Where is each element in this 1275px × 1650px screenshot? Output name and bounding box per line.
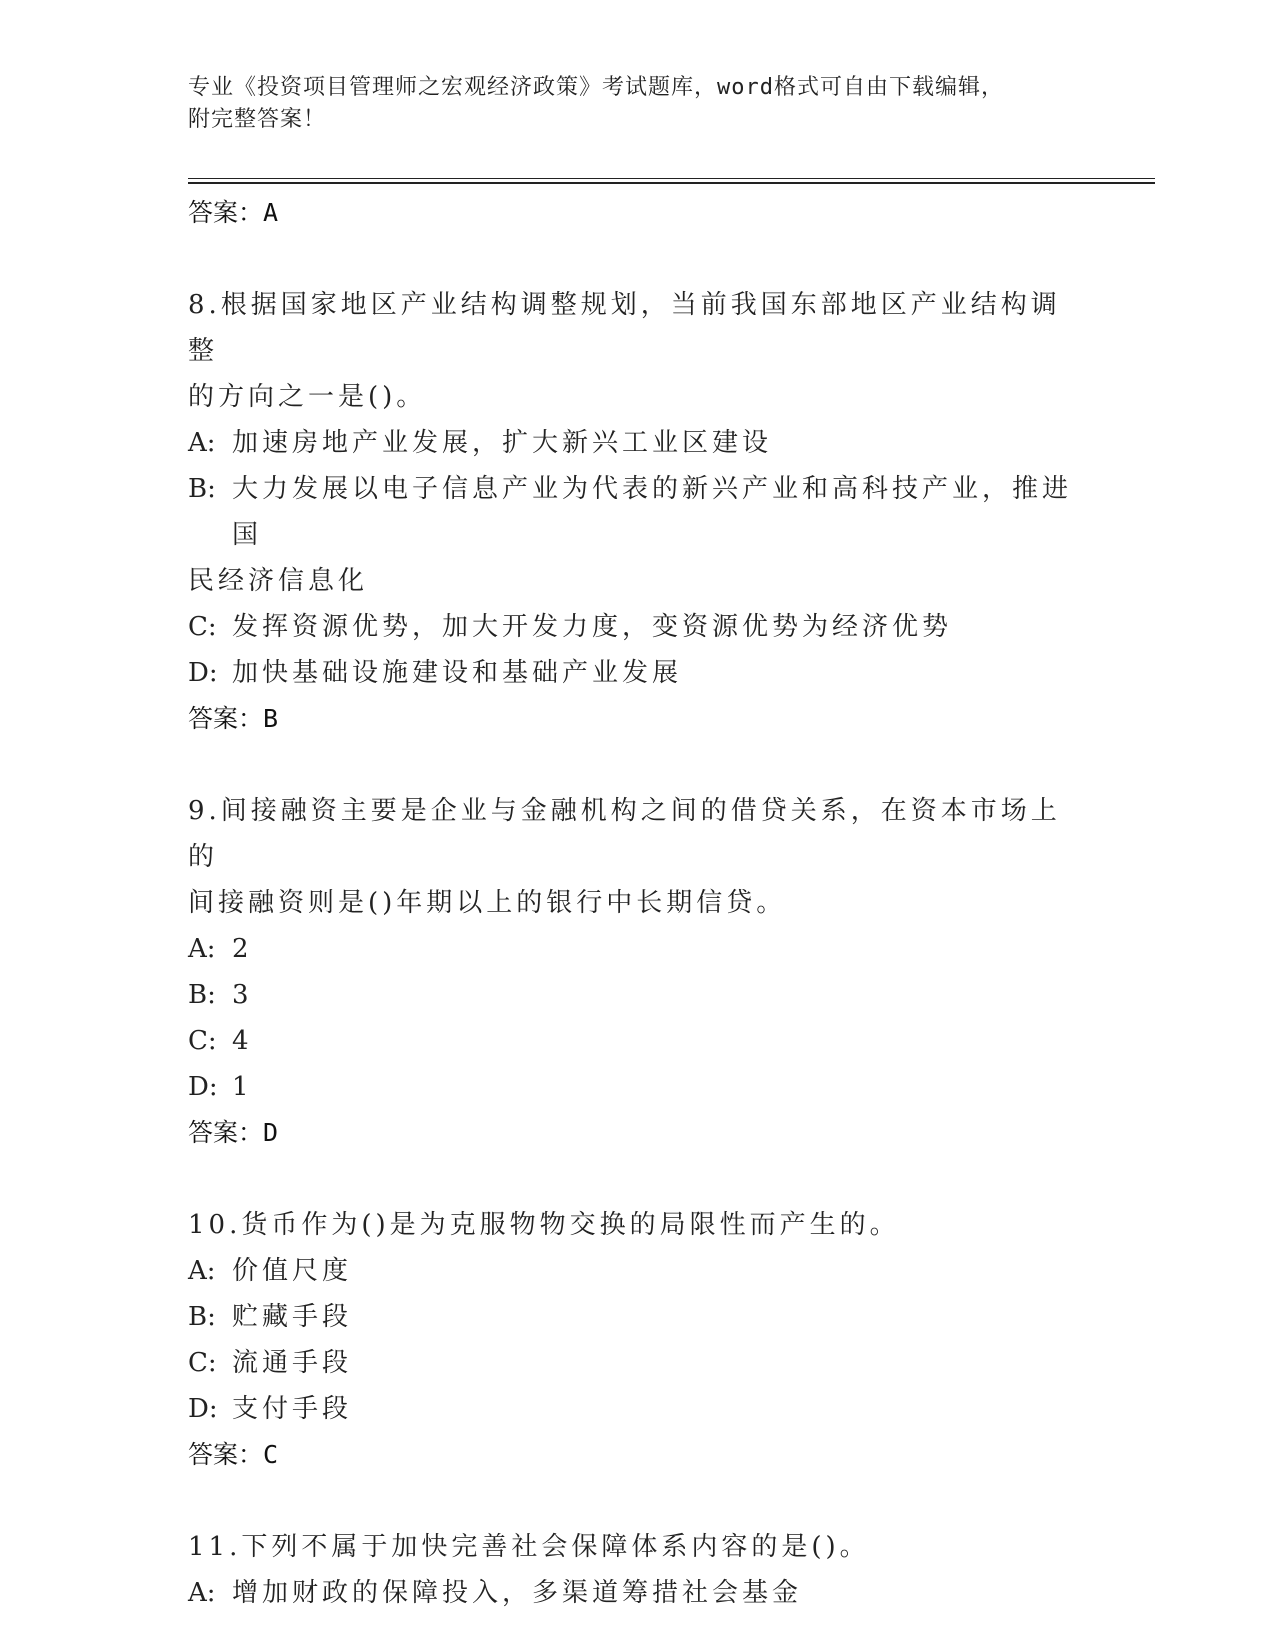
- option-text: 1: [232, 1072, 253, 1102]
- spacer: [188, 742, 1088, 788]
- option-letter: B:: [188, 474, 216, 504]
- option-text: 2: [232, 934, 253, 964]
- option-d: [188, 650, 1088, 696]
- option-text: 发挥资源优势，加大开发力度，变资源优势为经济优势: [232, 612, 953, 642]
- question-9: [188, 788, 1088, 1156]
- option-letter: D:: [188, 1072, 218, 1102]
- option-text-continued: 民经济信息化: [188, 566, 369, 596]
- option-letter: A:: [188, 934, 216, 964]
- option-letter: C:: [188, 1026, 217, 1056]
- option-letter: C:: [188, 612, 217, 642]
- option-letter: D:: [188, 658, 218, 688]
- option-c: [188, 604, 1088, 650]
- answer-line: 答案：C: [188, 1440, 279, 1469]
- option-text: 价值尺度: [232, 1256, 353, 1286]
- option-letter: B:: [188, 980, 216, 1010]
- spacer: [188, 236, 1088, 282]
- header-line-1: 专业《投资项目管理师之宏观经济政策》考试题库，word格式可自由下载编辑，: [188, 75, 1004, 100]
- question-stem: 的方向之一是()。: [188, 382, 427, 412]
- option-letter: A:: [188, 428, 216, 458]
- spacer: [188, 1156, 1088, 1202]
- option-b: [188, 972, 1088, 1018]
- option-b: [188, 466, 1088, 558]
- header-line-2: 附完整答案！: [188, 107, 327, 132]
- question-stem: 11.下列不属于加快完善社会保障体系内容的是()。: [188, 1532, 870, 1562]
- header-divider-thin: [188, 178, 1155, 179]
- option-text: 贮藏手段: [232, 1302, 353, 1332]
- option-letter: A:: [188, 1578, 216, 1608]
- question-11: [188, 1524, 1088, 1616]
- answer-line: 答案：D: [188, 1118, 279, 1147]
- option-text: 4: [232, 1026, 253, 1056]
- question-list: [188, 190, 1088, 1616]
- spacer: [188, 1478, 1088, 1524]
- option-c: [188, 1018, 1088, 1064]
- option-letter: B:: [188, 1302, 216, 1332]
- option-text: 支付手段: [232, 1394, 353, 1424]
- option-text: 3: [232, 980, 253, 1010]
- answer-line: 答案：B: [188, 704, 279, 733]
- question-stem: 10.货币作为()是为克服物物交换的局限性而产生的。: [188, 1210, 900, 1240]
- option-d: [188, 1386, 1088, 1432]
- option-d: [188, 1064, 1088, 1110]
- option-text: 流通手段: [232, 1348, 353, 1378]
- option-text: 加速房地产业发展，扩大新兴工业区建设: [232, 428, 773, 458]
- header-divider-thick: [188, 182, 1155, 184]
- page-header: [188, 72, 1068, 136]
- option-letter: C:: [188, 1348, 217, 1378]
- question-10: [188, 1202, 1088, 1478]
- option-letter: A:: [188, 1256, 216, 1286]
- option-b: [188, 1294, 1088, 1340]
- question-stem: 间接融资则是()年期以上的银行中长期信贷。: [188, 888, 787, 918]
- option-a: [188, 926, 1088, 972]
- option-letter: D:: [188, 1394, 218, 1424]
- question-8: [188, 282, 1088, 742]
- option-a: [188, 420, 1088, 466]
- option-text: 大力发展以电子信息产业为代表的新兴产业和高科技产业，推进国: [232, 474, 1073, 550]
- option-a: [188, 1248, 1088, 1294]
- option-text: 增加财政的保障投入，多渠道筹措社会基金: [232, 1578, 803, 1608]
- question-stem: 9.间接融资主要是企业与金融机构之间的借贷关系，在资本市场上的: [188, 796, 1061, 872]
- answer-line: 答案：A: [188, 198, 279, 227]
- option-a: [188, 1570, 1088, 1616]
- question-stem: 8.根据国家地区产业结构调整规划，当前我国东部地区产业结构调整: [188, 290, 1061, 366]
- option-text: 加快基础设施建设和基础产业发展: [232, 658, 683, 688]
- option-c: [188, 1340, 1088, 1386]
